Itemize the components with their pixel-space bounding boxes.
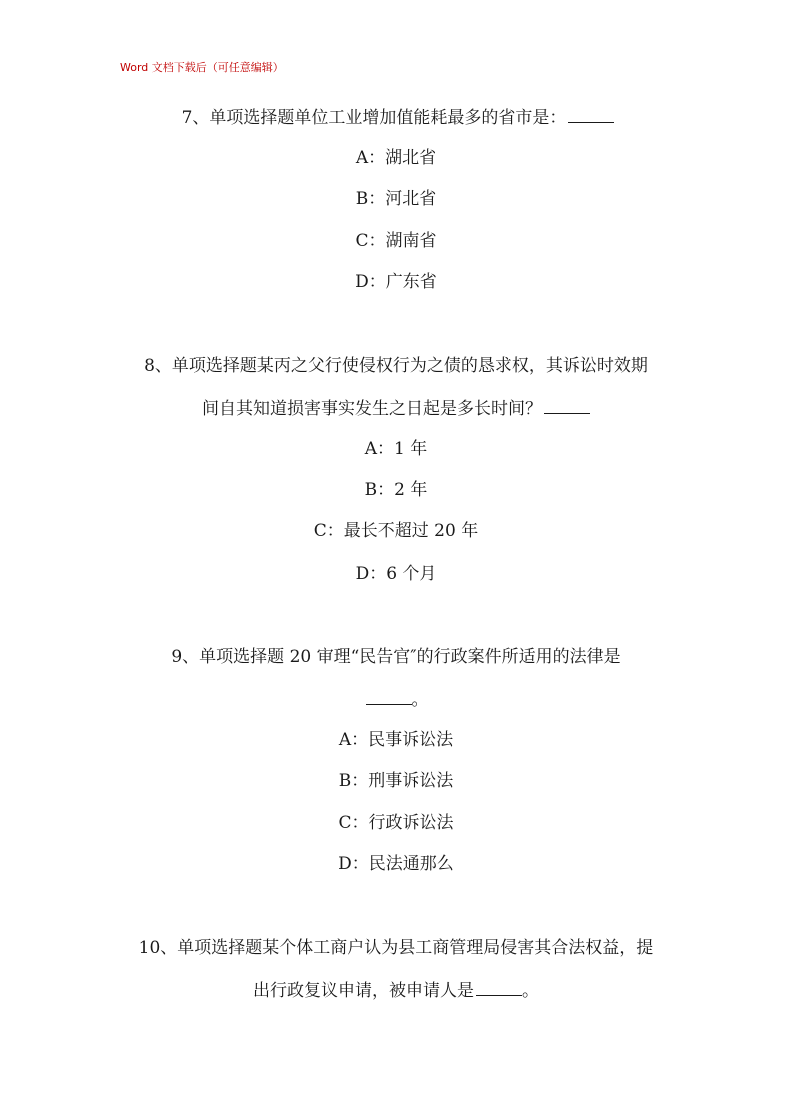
- header-note: Word 文档下载后（可任意编辑）: [120, 61, 284, 74]
- question-10-line-1: 10、单项选择题某个体工商户认为县工商管理局侵害其合法权益，提: [138, 938, 654, 958]
- question-9-option-d: D：民法通那么: [338, 854, 454, 874]
- answer-blank[interactable]: [544, 397, 590, 414]
- question-10-line-2: 出行政复议申请，被申请人是 。: [253, 981, 539, 1001]
- question-7-option-c: C：湖南省: [355, 231, 437, 251]
- question-8-option-b: B：2 年: [364, 480, 428, 500]
- question-9-option-c: C：行政诉讼法: [338, 813, 454, 833]
- answer-blank[interactable]: [476, 979, 522, 996]
- answer-blank[interactable]: [366, 688, 412, 705]
- question-8-option-d: D：6 个月: [355, 564, 437, 584]
- answer-blank[interactable]: [568, 106, 614, 123]
- question-8-line-2: 间自其知道损害事实发生之日起是多长时间？: [0, 397, 792, 420]
- question-8-option-a: A：1 年: [364, 439, 428, 459]
- question-7-line-1: 7、单项选择题单位工业增加值能耗最多的省市是：: [181, 108, 567, 128]
- question-8-option-c: C：最长不超过 20 年: [313, 521, 479, 541]
- question-7-option-a: A：湖北省: [355, 148, 437, 168]
- question-9-option-a: A：民事诉讼法: [338, 730, 454, 750]
- question-7-option-b: B：河北省: [355, 189, 437, 209]
- question-9-line-1: 9、单项选择题 20 审理“民告官″的行政案件所适用的法律是: [171, 647, 621, 667]
- question-7-text: [0, 106, 792, 129]
- question-9-line-2: 。: [0, 688, 792, 711]
- question-8-line-1: 8、单项选择题某丙之父行使侵权行为之债的恳求权，其诉讼时效期: [144, 356, 648, 376]
- question-7-option-d: D：广东省: [355, 272, 437, 292]
- question-9-option-b: B：刑事诉讼法: [338, 771, 454, 791]
